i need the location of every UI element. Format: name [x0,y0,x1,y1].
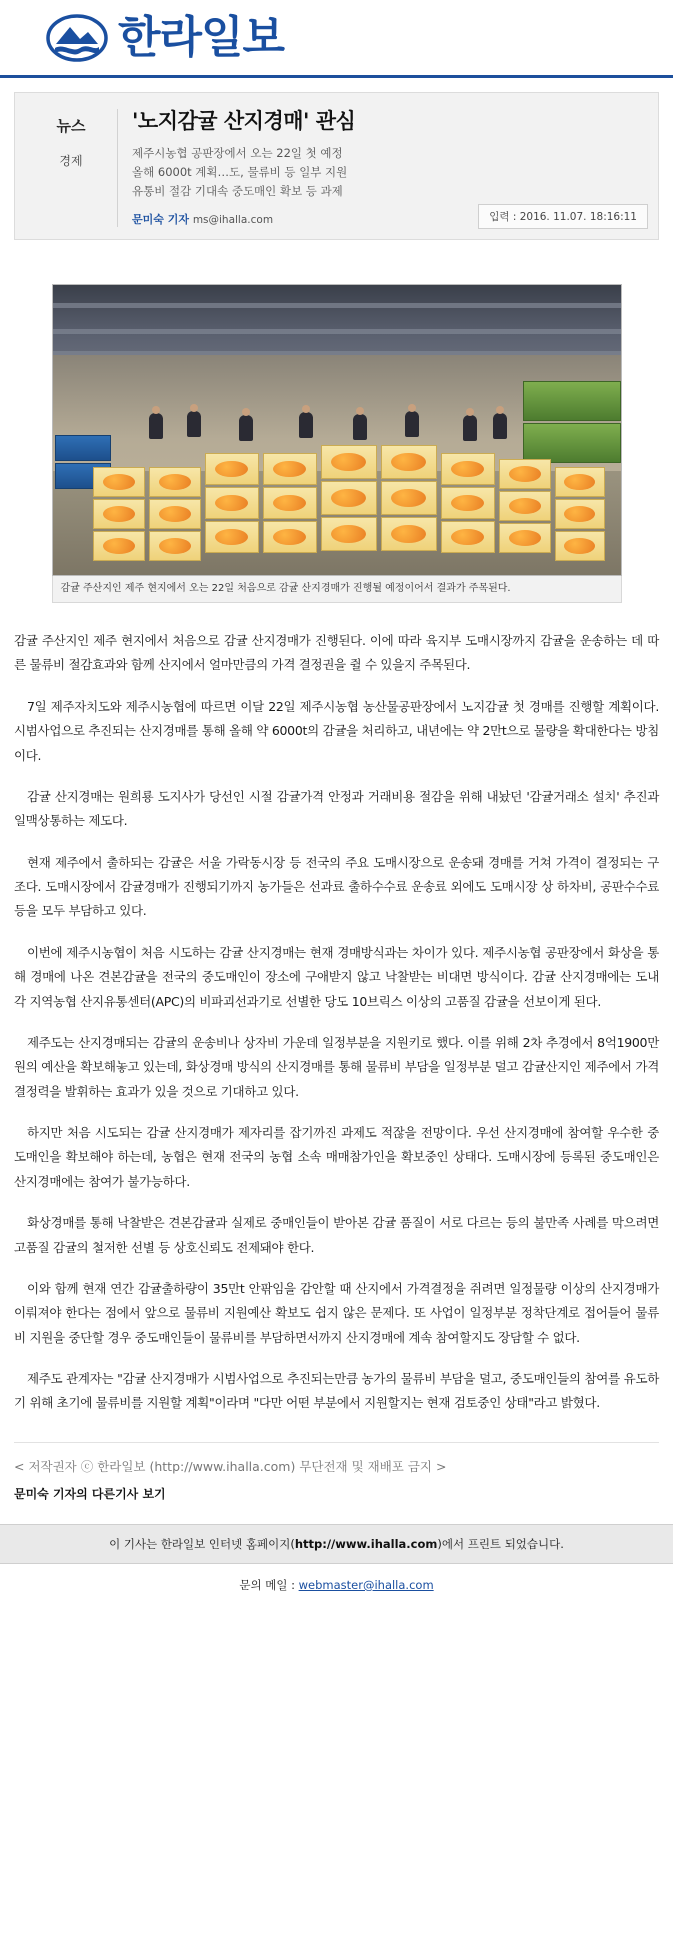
byline-email[interactable]: ms@ihalla.com [192,214,274,227]
print-notice-prefix: 이 기사는 한라일보 인터넷 홈페이지( [109,1536,295,1551]
article-paragraph: 현재 제주에서 출하되는 감귤은 서울 가락동시장 등 전국의 주요 도매시장으로 운송돼 경매를 거쳐 가격이 결정되는 구조다. 도매시장에서 감귤경매가 진행되기까지 농가들은 선과료 출하수수료 운송료 외에도 도매시장 상 하차비, 공판수수료 등을 모두 부담하고 있다. [14,854,659,919]
article-paragraph: 이번에 제주시농협이 처음 시도하는 감귤 산지경매는 현재 경매방식과는 차이가 있다. 제주시농협 공판장에서 화상을 통해 경매에 나온 견본감귤을 전국의 중도매인이 장소에 구애받지 않고 낙찰받는 비대면 방식이다. 감귤 산지경매에는 도내 각 지역농협 산지유통센터(APC)의 비파괴선과기로 선별한 당도 10브릭스 이상의 고품질 감귤을 선보이게 된다. [14,944,659,1009]
contact-mail-label: 문의 메일 : [239,1577,299,1592]
article-paragraph: 제주도 관계자는 "감귤 산지경매가 시범사업으로 추진되는만큼 농가의 물류비 부담을 덜고, 중도매인들의 참여를 유도하기 위해 초기에 물류비를 지원할 계획"이라며 "다만 어떤 부분에서 지원할지는 현재 검토중인 상태"라고 밝혔다. [14,1371,659,1411]
reporter-more-articles-link[interactable]: 문미숙 기자의 다른기사 보기 [14,1486,166,1501]
category-main[interactable]: 뉴스 [56,117,86,135]
byline-reporter[interactable]: 문미숙 기자 [132,213,189,227]
article-paragraph: 감귤 산지경매는 원희룡 도지사가 당선인 시절 감귤가격 안정과 거래비용 절감을 위해 내놨던 '감귤거래소 설치' 추진과 일맥상통하는 제도다. [14,788,659,829]
article-photo [52,284,622,576]
masthead [0,0,673,78]
print-notice [0,1524,673,1564]
article-header [14,92,659,240]
article-body [14,629,659,1416]
subheadline-line: 유통비 절감 기대속 중도매인 확보 등 과제 [132,184,343,199]
article-paragraph: 감귤 주산지인 제주 현지에서 처음으로 감귤 산지경매가 진행된다. 이에 따라 육지부 도매시장까지 감귤을 운송하는 데 따른 물류비 절감효과와 함께 산지에서 얼마만큼의 가격 결정권을 쥘 수 있을지 주목된다. [14,633,659,673]
site-logo-text: 한라일보 [118,11,285,63]
article-paragraph: 제주도는 산지경매되는 감귤의 운송비나 상자비 가운데 일정부분을 지원키로 했다. 이를 위해 2차 추경에서 8억1900만원의 예산을 확보해놓고 있는데, 화상경매 방식의 산지경매를 통해 물류비 부담을 일정부분 덜고 감귤산지인 제주에서 가격 결정력을 발휘하는 효과가 있을 것으로 기대하고 있다. [14,1034,659,1099]
article-paragraph: 7일 제주자치도와 제주시농협에 따르면 이달 22일 제주시농협 농산물공판장에서 노지감귤 첫 경매를 진행할 계획이다. 시범사업으로 추진되는 산지경매를 통해 올해 약 6000t의 감귤을 처리하고, 내년에는 약 2만t으로 물량을 확대한다는 방침이다. [14,698,659,763]
mountain-wave-logo-icon [46,14,108,62]
contact-mail-address[interactable]: webmaster@ihalla.com [298,1577,434,1592]
category-column [25,109,117,227]
copyright-notice: < 저작권자 ⓒ 한라일보 (http://www.ihalla.com) 무단전재 및 재배포 금지 > [14,1442,659,1475]
print-notice-url: http://www.ihalla.com [294,1536,438,1551]
photo-caption: 감귤 주산지인 제주 현지에서 오는 22일 처음으로 감귤 산지경매가 진행될 예정이어서 결과가 주목된다. [52,576,622,603]
category-sub[interactable]: 경제 [59,154,83,168]
article-paragraph: 이와 함께 현재 연간 감귤출하량이 35만t 안팎임을 감안할 때 산지에서 가격결정을 쥐려면 일정물량 이상의 산지경매가 이뤄져야 한다는 점에서 앞으로 물류비 지원예산 확보도 쉽지 않은 문제다. 또 사업이 일정부분 정착단계로 접어들어 물류비 지원을 중단할 경우 중도매인들이 물류비를 부담하면서까지 산지경매에 계속 참여할지도 장담할 수 없다. [14,1280,659,1345]
print-notice-suffix: )에서 프린트 되었습니다. [437,1536,564,1551]
publish-date: 입력 : 2016. 11.07. 18:16:11 [478,204,648,229]
subheadline-list [132,144,648,201]
subheadline-line: 올해 6000t 계획…도, 물류비 등 일부 지원 [132,165,348,180]
page-title: '노지감귤 산지경매' 관심 [132,109,356,133]
contact-mail-line [0,1564,673,1615]
article-paragraph: 화상경매를 통해 낙찰받은 견본감귤과 실제로 중매인들이 받아본 감귤 품질이 서로 다르는 등의 불만족 사례를 막으려면 고품질 감귤의 철저한 선별 등 상호신뢰도 전제돼야 한다. [14,1215,659,1255]
article-paragraph: 하지만 처음 시도되는 감귤 산지경매가 제자리를 잡기까진 과제도 적잖을 전망이다. 우선 산지경매에 참여할 우수한 중도매인을 확보해야 하는데, 농협은 현재 전국의 농협 소속 매매참가인을 확보중인 상태다. 도매시장에 등록된 중도매인은 산지경매에는 참여가 불가능하다. [14,1125,659,1189]
subheadline-line: 제주시농협 공판장에서 오는 22일 첫 예정 [132,146,343,161]
site-logo[interactable] [46,11,285,63]
article-photo-block [52,284,622,603]
